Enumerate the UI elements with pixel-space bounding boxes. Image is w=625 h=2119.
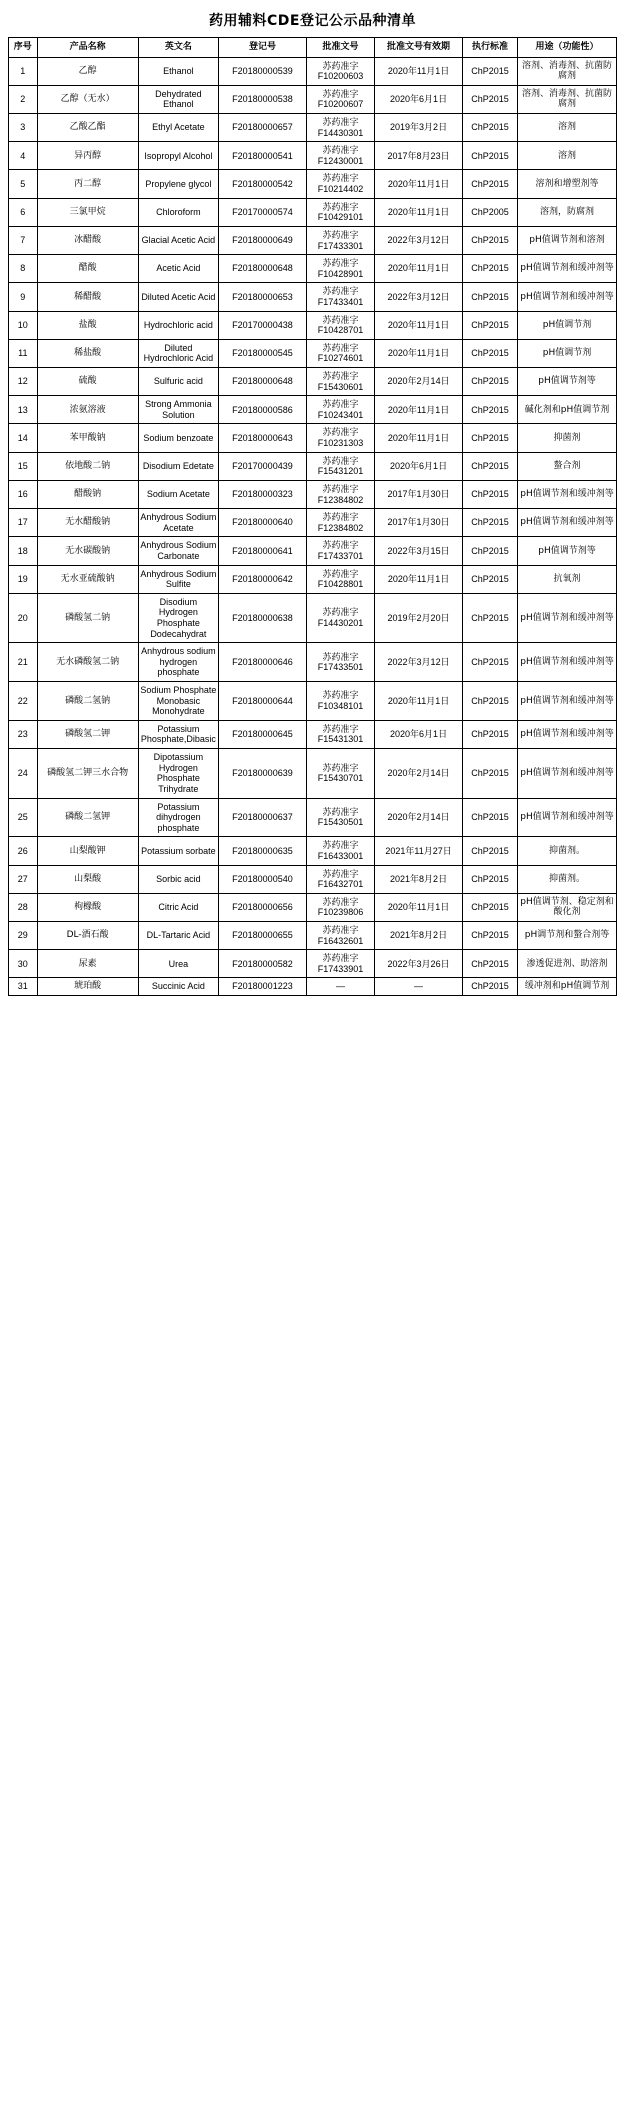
table-row bbox=[9, 480, 617, 508]
cell-approval-validity: 2020年11月1日 bbox=[375, 198, 463, 226]
cell-approval-validity: 2020年11月1日 bbox=[375, 255, 463, 283]
cell-usage: pH值调节剂和缓冲剂等 bbox=[518, 593, 617, 642]
cell-approval-no: 苏药准字F10429101 bbox=[306, 198, 374, 226]
table-header bbox=[9, 38, 617, 58]
cell-registration-no: F20180000641 bbox=[218, 537, 306, 565]
cell-usage: pH值调节剂和缓冲剂等 bbox=[518, 255, 617, 283]
cell-index: 13 bbox=[9, 396, 38, 424]
cell-approval-no: 苏药准字F10428801 bbox=[306, 565, 374, 593]
cell-index: 20 bbox=[9, 593, 38, 642]
cell-approval-no: 苏药准字F17433701 bbox=[306, 537, 374, 565]
cell-usage: 抑菌剂。 bbox=[518, 837, 617, 865]
cell-approval-no: 苏药准字F10428701 bbox=[306, 311, 374, 339]
column-header-english-name: 英文名 bbox=[138, 38, 218, 58]
table-row bbox=[9, 865, 617, 893]
cell-product-name: 无水亚硫酸钠 bbox=[37, 565, 138, 593]
cell-index: 26 bbox=[9, 837, 38, 865]
cell-approval-validity: 2020年2月14日 bbox=[375, 749, 463, 798]
cell-standard: ChP2015 bbox=[463, 798, 518, 837]
cell-registration-no: F20180000540 bbox=[218, 865, 306, 893]
cell-registration-no: F20180000653 bbox=[218, 283, 306, 311]
cell-standard: ChP2005 bbox=[463, 198, 518, 226]
cell-approval-validity: 2022年3月12日 bbox=[375, 226, 463, 254]
cell-product-name: 稀盐酸 bbox=[37, 339, 138, 367]
table-body bbox=[9, 57, 617, 995]
cell-index: 4 bbox=[9, 142, 38, 170]
cell-product-name: 无水碳酸钠 bbox=[37, 537, 138, 565]
cell-usage: 抗氧剂 bbox=[518, 565, 617, 593]
cell-usage: pH调节剂和螯合剂等 bbox=[518, 922, 617, 950]
cell-standard: ChP2015 bbox=[463, 339, 518, 367]
cell-index: 3 bbox=[9, 114, 38, 142]
cell-standard: ChP2015 bbox=[463, 142, 518, 170]
cell-approval-no: 苏药准字F10231303 bbox=[306, 424, 374, 452]
cell-registration-no: F20180000538 bbox=[218, 85, 306, 113]
cell-product-name: 枸橼酸 bbox=[37, 893, 138, 921]
cell-usage: pH值调节剂和缓冲剂等 bbox=[518, 643, 617, 682]
table-row bbox=[9, 593, 617, 642]
cell-standard: ChP2015 bbox=[463, 978, 518, 996]
page-title: 药用辅料CDE登记公示品种清单 bbox=[209, 13, 416, 29]
cell-registration-no: F20180000638 bbox=[218, 593, 306, 642]
table-row bbox=[9, 283, 617, 311]
cell-standard: ChP2015 bbox=[463, 837, 518, 865]
cell-product-name: 醋酸 bbox=[37, 255, 138, 283]
cell-standard: ChP2015 bbox=[463, 85, 518, 113]
cell-registration-no: F20170000438 bbox=[218, 311, 306, 339]
cell-usage: pH值调节剂等 bbox=[518, 537, 617, 565]
cell-english-name: Sodium Acetate bbox=[138, 480, 218, 508]
cell-registration-no: F20180000643 bbox=[218, 424, 306, 452]
cell-approval-validity: 2017年1月30日 bbox=[375, 480, 463, 508]
cell-english-name: Hydrochloric acid bbox=[138, 311, 218, 339]
cell-approval-validity: 2020年11月1日 bbox=[375, 682, 463, 721]
cell-approval-no: 苏药准字F17433901 bbox=[306, 950, 374, 978]
cell-approval-validity: 2019年2月20日 bbox=[375, 593, 463, 642]
cell-product-name: 磷酸氢二钠 bbox=[37, 593, 138, 642]
cell-english-name: Diluted Acetic Acid bbox=[138, 283, 218, 311]
cell-product-name: 冰醋酸 bbox=[37, 226, 138, 254]
cell-registration-no: F20180000545 bbox=[218, 339, 306, 367]
cell-standard: ChP2015 bbox=[463, 396, 518, 424]
cell-usage: pH值调节剂和缓冲剂等 bbox=[518, 682, 617, 721]
cell-english-name: Sulfuric acid bbox=[138, 368, 218, 396]
cell-approval-validity: 2020年11月1日 bbox=[375, 57, 463, 85]
cell-product-name: 依地酸二钠 bbox=[37, 452, 138, 480]
cell-registration-no: F20180000642 bbox=[218, 565, 306, 593]
cell-usage: pH值调节剂和缓冲剂等 bbox=[518, 283, 617, 311]
cell-usage: pH值调节剂和溶剂 bbox=[518, 226, 617, 254]
cell-standard: ChP2015 bbox=[463, 537, 518, 565]
cell-standard: ChP2015 bbox=[463, 368, 518, 396]
table-row bbox=[9, 837, 617, 865]
cell-english-name: Anhydrous sodium hydrogen phosphate bbox=[138, 643, 218, 682]
cell-index: 15 bbox=[9, 452, 38, 480]
cell-approval-validity: 2020年6月1日 bbox=[375, 720, 463, 748]
cell-standard: ChP2015 bbox=[463, 480, 518, 508]
table-header-row bbox=[9, 38, 617, 58]
column-header-approval-validity: 批准文号有效期 bbox=[375, 38, 463, 58]
table-row bbox=[9, 170, 617, 198]
cell-english-name: Potassium Phosphate,Dibasic bbox=[138, 720, 218, 748]
cell-standard: ChP2015 bbox=[463, 283, 518, 311]
cell-product-name: 硫酸 bbox=[37, 368, 138, 396]
cell-english-name: Disodium Edetate bbox=[138, 452, 218, 480]
table-row bbox=[9, 798, 617, 837]
cell-approval-validity: 2019年3月2日 bbox=[375, 114, 463, 142]
cell-approval-validity: 2020年11月1日 bbox=[375, 170, 463, 198]
column-header-approval-no: 批准文号 bbox=[306, 38, 374, 58]
cell-index: 14 bbox=[9, 424, 38, 452]
cell-approval-validity: — bbox=[375, 978, 463, 996]
table-row bbox=[9, 339, 617, 367]
cell-standard: ChP2015 bbox=[463, 170, 518, 198]
cell-registration-no: F20180000648 bbox=[218, 368, 306, 396]
table-row bbox=[9, 255, 617, 283]
cell-approval-no: 苏药准字F16433001 bbox=[306, 837, 374, 865]
cell-usage: pH值调节剂和缓冲剂等 bbox=[518, 509, 617, 537]
cell-registration-no: F20180000635 bbox=[218, 837, 306, 865]
cell-registration-no: F20170000439 bbox=[218, 452, 306, 480]
cell-usage: 溶剂 bbox=[518, 142, 617, 170]
cell-standard: ChP2015 bbox=[463, 865, 518, 893]
cell-index: 28 bbox=[9, 893, 38, 921]
cell-standard: ChP2015 bbox=[463, 255, 518, 283]
cell-standard: ChP2015 bbox=[463, 509, 518, 537]
cell-registration-no: F20180000586 bbox=[218, 396, 306, 424]
cell-product-name: 丙二醇 bbox=[37, 170, 138, 198]
cell-product-name: 乙酸乙酯 bbox=[37, 114, 138, 142]
cell-approval-no: 苏药准字F15430501 bbox=[306, 798, 374, 837]
table-row bbox=[9, 950, 617, 978]
cell-english-name: Acetic Acid bbox=[138, 255, 218, 283]
cell-approval-no: 苏药准字F15430701 bbox=[306, 749, 374, 798]
cell-approval-validity: 2022年3月12日 bbox=[375, 643, 463, 682]
cell-registration-no: F20180000657 bbox=[218, 114, 306, 142]
table-row bbox=[9, 537, 617, 565]
cell-approval-no: 苏药准字F10428901 bbox=[306, 255, 374, 283]
cell-approval-no: 苏药准字F10200607 bbox=[306, 85, 374, 113]
column-header-product-name: 产品名称 bbox=[37, 38, 138, 58]
cell-approval-no: 苏药准字F17433501 bbox=[306, 643, 374, 682]
substance-listing-table bbox=[8, 37, 617, 996]
cell-approval-no: 苏药准字F17433401 bbox=[306, 283, 374, 311]
cell-registration-no: F20180000648 bbox=[218, 255, 306, 283]
cell-standard: ChP2015 bbox=[463, 950, 518, 978]
cell-usage: 溶剂、消毒剂、抗菌防腐剂 bbox=[518, 85, 617, 113]
cell-approval-no: 苏药准字F10274601 bbox=[306, 339, 374, 367]
cell-registration-no: F20180000539 bbox=[218, 57, 306, 85]
table-row bbox=[9, 922, 617, 950]
cell-approval-no: 苏药准字F17433301 bbox=[306, 226, 374, 254]
cell-registration-no: F20180000640 bbox=[218, 509, 306, 537]
table-row bbox=[9, 198, 617, 226]
cell-approval-no: 苏药准字F15430601 bbox=[306, 368, 374, 396]
cell-product-name: 异丙醇 bbox=[37, 142, 138, 170]
cell-registration-no: F20180000655 bbox=[218, 922, 306, 950]
cell-registration-no: F20180000582 bbox=[218, 950, 306, 978]
table-row bbox=[9, 720, 617, 748]
cell-standard: ChP2015 bbox=[463, 593, 518, 642]
cell-product-name: 琥珀酸 bbox=[37, 978, 138, 996]
cell-index: 9 bbox=[9, 283, 38, 311]
cell-english-name: Ethyl Acetate bbox=[138, 114, 218, 142]
cell-english-name: Anhydrous Sodium Sulfite bbox=[138, 565, 218, 593]
cell-approval-no: 苏药准字F15431301 bbox=[306, 720, 374, 748]
cell-product-name: 尿素 bbox=[37, 950, 138, 978]
cell-index: 12 bbox=[9, 368, 38, 396]
cell-usage: 抑菌剂。 bbox=[518, 865, 617, 893]
cell-approval-validity: 2020年6月1日 bbox=[375, 85, 463, 113]
cell-usage: pH值调节剂、稳定剂和酸化剂 bbox=[518, 893, 617, 921]
cell-registration-no: F20180000323 bbox=[218, 480, 306, 508]
cell-standard: ChP2015 bbox=[463, 311, 518, 339]
cell-usage: 溶剂，防腐剂 bbox=[518, 198, 617, 226]
cell-product-name: 稀醋酸 bbox=[37, 283, 138, 311]
cell-english-name: DL-Tartaric Acid bbox=[138, 922, 218, 950]
cell-approval-no: 苏药准字F15431201 bbox=[306, 452, 374, 480]
cell-standard: ChP2015 bbox=[463, 114, 518, 142]
cell-approval-no: 苏药准字F10214402 bbox=[306, 170, 374, 198]
cell-product-name: 山梨酸钾 bbox=[37, 837, 138, 865]
cell-index: 2 bbox=[9, 85, 38, 113]
cell-product-name: 无水醋酸钠 bbox=[37, 509, 138, 537]
cell-english-name: Dehydrated Ethanol bbox=[138, 85, 218, 113]
cell-product-name: 苯甲酸钠 bbox=[37, 424, 138, 452]
cell-approval-no: 苏药准字F10239806 bbox=[306, 893, 374, 921]
table-row bbox=[9, 142, 617, 170]
cell-standard: ChP2015 bbox=[463, 893, 518, 921]
cell-usage: 抑菌剂 bbox=[518, 424, 617, 452]
cell-index: 19 bbox=[9, 565, 38, 593]
cell-english-name: Potassium sorbate bbox=[138, 837, 218, 865]
cell-usage: 碱化剂和pH值调节剂 bbox=[518, 396, 617, 424]
cell-approval-validity: 2020年11月1日 bbox=[375, 565, 463, 593]
cell-product-name: 乙醇（无水） bbox=[37, 85, 138, 113]
cell-index: 17 bbox=[9, 509, 38, 537]
table-row bbox=[9, 643, 617, 682]
cell-product-name: DL-酒石酸 bbox=[37, 922, 138, 950]
cell-approval-no: 苏药准字F16432701 bbox=[306, 865, 374, 893]
table-row bbox=[9, 452, 617, 480]
cell-approval-validity: 2021年8月2日 bbox=[375, 865, 463, 893]
cell-english-name: Anhydrous Sodium Carbonate bbox=[138, 537, 218, 565]
cell-english-name: Chloroform bbox=[138, 198, 218, 226]
table-row bbox=[9, 509, 617, 537]
cell-registration-no: F20180000541 bbox=[218, 142, 306, 170]
cell-usage: 螯合剂 bbox=[518, 452, 617, 480]
cell-index: 6 bbox=[9, 198, 38, 226]
cell-index: 8 bbox=[9, 255, 38, 283]
cell-english-name: Succinic Acid bbox=[138, 978, 218, 996]
cell-english-name: Sorbic acid bbox=[138, 865, 218, 893]
cell-english-name: Sodium Phosphate Monobasic Monohydrate bbox=[138, 682, 218, 721]
cell-registration-no: F20180000646 bbox=[218, 643, 306, 682]
table-row bbox=[9, 226, 617, 254]
cell-registration-no: F20180000645 bbox=[218, 720, 306, 748]
cell-product-name: 乙醇 bbox=[37, 57, 138, 85]
cell-approval-validity: 2017年1月30日 bbox=[375, 509, 463, 537]
cell-usage: pH值调节剂和缓冲剂等 bbox=[518, 749, 617, 798]
cell-english-name: Citric Acid bbox=[138, 893, 218, 921]
cell-product-name: 三氯甲烷 bbox=[37, 198, 138, 226]
cell-index: 31 bbox=[9, 978, 38, 996]
cell-index: 25 bbox=[9, 798, 38, 837]
table-row bbox=[9, 893, 617, 921]
table-row bbox=[9, 57, 617, 85]
cell-usage: pH值调节剂等 bbox=[518, 368, 617, 396]
cell-product-name: 磷酸氢二钾三水合物 bbox=[37, 749, 138, 798]
cell-product-name: 磷酸二氢钠 bbox=[37, 682, 138, 721]
cell-approval-no: 苏药准字F12384802 bbox=[306, 480, 374, 508]
cell-index: 5 bbox=[9, 170, 38, 198]
cell-standard: ChP2015 bbox=[463, 452, 518, 480]
cell-usage: 溶剂和增塑剂等 bbox=[518, 170, 617, 198]
table-row bbox=[9, 311, 617, 339]
cell-registration-no: F20180000637 bbox=[218, 798, 306, 837]
cell-approval-validity: 2022年3月26日 bbox=[375, 950, 463, 978]
cell-product-name: 醋酸钠 bbox=[37, 480, 138, 508]
cell-english-name: Potassium dihydrogen phosphate bbox=[138, 798, 218, 837]
cell-english-name: Dipotassium Hydrogen Phosphate Trihydrate bbox=[138, 749, 218, 798]
cell-product-name: 盐酸 bbox=[37, 311, 138, 339]
cell-approval-validity: 2020年2月14日 bbox=[375, 798, 463, 837]
cell-standard: ChP2015 bbox=[463, 565, 518, 593]
document-page bbox=[0, 0, 625, 1006]
cell-approval-no: 苏药准字F14430301 bbox=[306, 114, 374, 142]
cell-registration-no: F20180001223 bbox=[218, 978, 306, 996]
cell-usage: pH值调节剂 bbox=[518, 339, 617, 367]
cell-index: 30 bbox=[9, 950, 38, 978]
cell-standard: ChP2015 bbox=[463, 424, 518, 452]
cell-approval-validity: 2020年2月14日 bbox=[375, 368, 463, 396]
cell-standard: ChP2015 bbox=[463, 922, 518, 950]
cell-registration-no: F20180000644 bbox=[218, 682, 306, 721]
cell-registration-no: F20180000649 bbox=[218, 226, 306, 254]
cell-index: 29 bbox=[9, 922, 38, 950]
cell-index: 22 bbox=[9, 682, 38, 721]
cell-approval-validity: 2020年11月1日 bbox=[375, 424, 463, 452]
cell-index: 18 bbox=[9, 537, 38, 565]
column-header-usage: 用途（功能性） bbox=[518, 38, 617, 58]
cell-english-name: Propylene glycol bbox=[138, 170, 218, 198]
cell-index: 21 bbox=[9, 643, 38, 682]
cell-english-name: Diluted Hydrochloric Acid bbox=[138, 339, 218, 367]
cell-product-name: 磷酸氢二钾 bbox=[37, 720, 138, 748]
cell-english-name: Ethanol bbox=[138, 57, 218, 85]
cell-english-name: Urea bbox=[138, 950, 218, 978]
cell-usage: pH值调节剂和缓冲剂等 bbox=[518, 720, 617, 748]
column-header-registration-no: 登记号 bbox=[218, 38, 306, 58]
cell-standard: ChP2015 bbox=[463, 57, 518, 85]
cell-usage: 渗透促进剂、助溶剂 bbox=[518, 950, 617, 978]
cell-usage: pH值调节剂 bbox=[518, 311, 617, 339]
cell-approval-no: 苏药准字F14430201 bbox=[306, 593, 374, 642]
cell-english-name: Isopropyl Alcohol bbox=[138, 142, 218, 170]
cell-index: 11 bbox=[9, 339, 38, 367]
cell-index: 23 bbox=[9, 720, 38, 748]
cell-approval-no: 苏药准字F10348101 bbox=[306, 682, 374, 721]
cell-approval-validity: 2020年11月1日 bbox=[375, 311, 463, 339]
cell-usage: pH值调节剂和缓冲剂等 bbox=[518, 798, 617, 837]
cell-usage: pH值调节剂和缓冲剂等 bbox=[518, 480, 617, 508]
cell-approval-no: 苏药准字F12430001 bbox=[306, 142, 374, 170]
cell-index: 10 bbox=[9, 311, 38, 339]
table-row bbox=[9, 424, 617, 452]
cell-approval-no: 苏药准字F16432601 bbox=[306, 922, 374, 950]
cell-standard: ChP2015 bbox=[463, 643, 518, 682]
cell-english-name: Disodium Hydrogen Phosphate Dodecahydrat bbox=[138, 593, 218, 642]
cell-usage: 溶剂、消毒剂、抗菌防腐剂 bbox=[518, 57, 617, 85]
cell-approval-validity: 2017年8月23日 bbox=[375, 142, 463, 170]
cell-registration-no: F20180000639 bbox=[218, 749, 306, 798]
table-row bbox=[9, 396, 617, 424]
cell-standard: ChP2015 bbox=[463, 226, 518, 254]
cell-standard: ChP2015 bbox=[463, 682, 518, 721]
cell-approval-no: 苏药准字F12384802 bbox=[306, 509, 374, 537]
column-header-index: 序号 bbox=[9, 38, 38, 58]
cell-english-name: Glacial Acetic Acid bbox=[138, 226, 218, 254]
column-header-standard: 执行标准 bbox=[463, 38, 518, 58]
cell-product-name: 无水磷酸氢二钠 bbox=[37, 643, 138, 682]
cell-approval-no: 苏药准字F10243401 bbox=[306, 396, 374, 424]
cell-approval-validity: 2020年6月1日 bbox=[375, 452, 463, 480]
cell-english-name: Sodium benzoate bbox=[138, 424, 218, 452]
cell-approval-validity: 2020年11月1日 bbox=[375, 339, 463, 367]
cell-approval-validity: 2022年3月12日 bbox=[375, 283, 463, 311]
cell-usage: 溶剂 bbox=[518, 114, 617, 142]
table-row bbox=[9, 749, 617, 798]
table-row bbox=[9, 682, 617, 721]
cell-approval-no: — bbox=[306, 978, 374, 996]
cell-index: 27 bbox=[9, 865, 38, 893]
cell-registration-no: F20170000574 bbox=[218, 198, 306, 226]
cell-standard: ChP2015 bbox=[463, 720, 518, 748]
cell-standard: ChP2015 bbox=[463, 749, 518, 798]
cell-usage: 缓冲剂和pH值调节剂 bbox=[518, 978, 617, 996]
table-row bbox=[9, 978, 617, 996]
cell-english-name: Strong Ammonia Solution bbox=[138, 396, 218, 424]
cell-approval-validity: 2022年3月15日 bbox=[375, 537, 463, 565]
cell-product-name: 浓氨溶液 bbox=[37, 396, 138, 424]
table-row bbox=[9, 85, 617, 113]
cell-registration-no: F20180000542 bbox=[218, 170, 306, 198]
cell-product-name: 山梨酸 bbox=[37, 865, 138, 893]
cell-approval-validity: 2020年11月1日 bbox=[375, 396, 463, 424]
table-row bbox=[9, 368, 617, 396]
cell-index: 1 bbox=[9, 57, 38, 85]
cell-approval-no: 苏药准字F10200603 bbox=[306, 57, 374, 85]
cell-registration-no: F20180000656 bbox=[218, 893, 306, 921]
cell-approval-validity: 2021年11月27日 bbox=[375, 837, 463, 865]
cell-approval-validity: 2021年8月2日 bbox=[375, 922, 463, 950]
cell-index: 24 bbox=[9, 749, 38, 798]
cell-index: 16 bbox=[9, 480, 38, 508]
cell-product-name: 磷酸二氢钾 bbox=[37, 798, 138, 837]
table-row bbox=[9, 565, 617, 593]
cell-approval-validity: 2020年11月1日 bbox=[375, 893, 463, 921]
table-row bbox=[9, 114, 617, 142]
cell-index: 7 bbox=[9, 226, 38, 254]
cell-english-name: Anhydrous Sodium Acetate bbox=[138, 509, 218, 537]
